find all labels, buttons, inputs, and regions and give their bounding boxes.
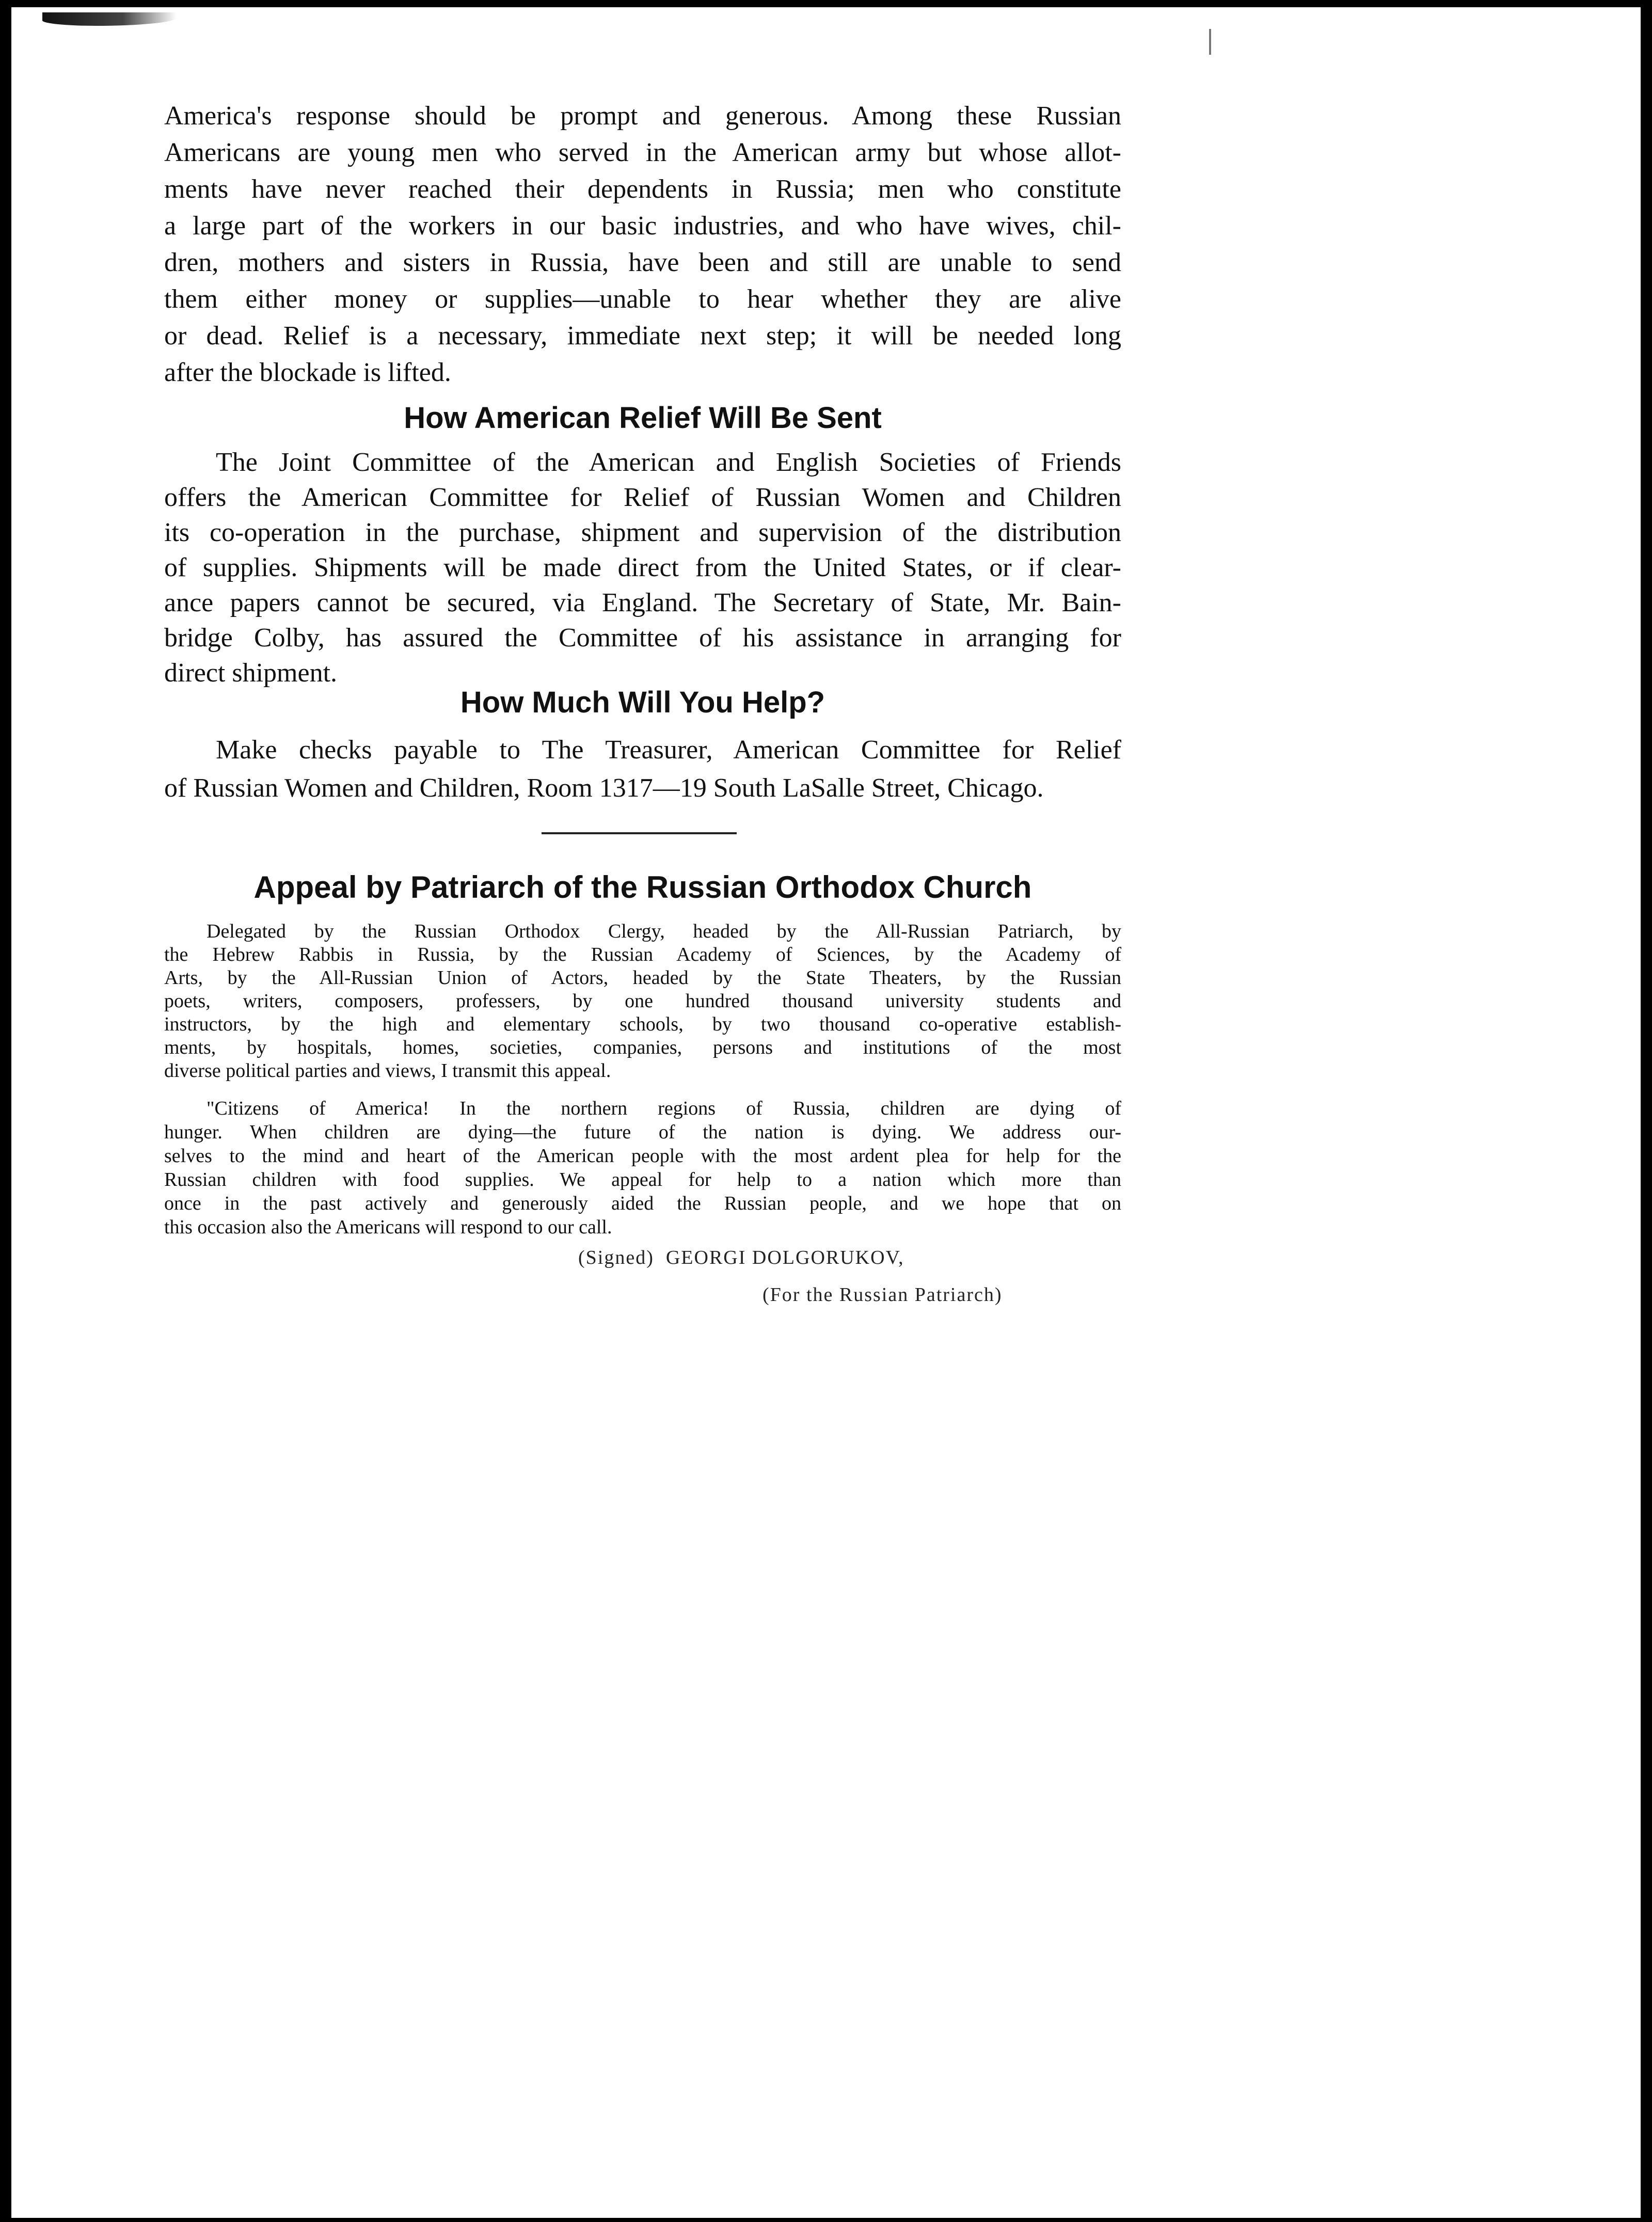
- text-line: of Russian Women and Children, Room 1317—19 South LaSalle Street, Chicago.: [164, 773, 1044, 803]
- heading-appeal: Appeal by Patriarch of the Russian Orthodox Church: [253, 870, 1032, 904]
- text-line: poets, writers, composers, professers, by one hundred thousand university students and: [164, 990, 1121, 1012]
- text-line: its co-operation in the purchase, shipment and supervision of the distribution: [164, 518, 1121, 547]
- paragraph-response: [164, 98, 1121, 391]
- text-line: hunger. When children are dying—the future of the nation is dying. We address our-: [164, 1121, 1121, 1143]
- document-page: [11, 7, 1641, 2218]
- text-line: dren, mothers and sisters in Russia, have been and still are unable to send: [164, 248, 1121, 277]
- paragraph-checks: [164, 731, 1121, 807]
- text-line: once in the past actively and generously aided the Russian people, and we hope that on: [164, 1193, 1121, 1214]
- text-line: instructors, by the high and elementary schools, by two thousand co-operative establish-: [164, 1013, 1121, 1035]
- text-line: of supplies. Shipments will be made direct from the United States, or if clear-: [164, 553, 1121, 582]
- paragraph-joint-committee: [164, 445, 1121, 691]
- text-line: direct shipment.: [164, 658, 338, 688]
- text-line: ments have never reached their dependents in Russia; men who constitute: [164, 174, 1121, 204]
- text-line: The Joint Committee of the American and English Societies of Friends: [216, 448, 1121, 477]
- text-line: Delegated by the Russian Orthodox Clergy, headed by the All-Russian Patriarch, by: [206, 920, 1121, 942]
- text-line: America's response should be prompt and generous. Among these Russian: [164, 101, 1121, 131]
- text-line: Arts, by the All-Russian Union of Actors, headed by the State Theaters, by the Russian: [164, 967, 1121, 989]
- heading-how-relief-sent: How American Relief Will Be Sent: [404, 401, 882, 435]
- text-line: them either money or supplies—unable to hear whether they are alive: [164, 284, 1121, 314]
- text-line: Make checks payable to The Treasurer, American Committee for Relief: [216, 735, 1121, 765]
- section-divider: [542, 832, 737, 834]
- text-line: Americans are young men who served in the American army but whose allot-: [164, 138, 1121, 167]
- text-line: selves to the mind and heart of the American people with the most ardent plea for help for the: [164, 1145, 1121, 1167]
- text-line: ments, by hospitals, homes, societies, companies, persons and institutions of the most: [164, 1037, 1121, 1058]
- heading-how-much-help: How Much Will You Help?: [460, 686, 825, 719]
- text-line: diverse political parties and views, I transmit this appeal.: [164, 1060, 611, 1082]
- text-line: after the blockade is lifted.: [164, 358, 451, 387]
- text-line: or dead. Relief is a necessary, immediate next step; it will be needed long: [164, 321, 1121, 351]
- paragraph-delegated: [164, 920, 1121, 1083]
- text-line: the Hebrew Rabbis in Russia, by the Russian Academy of Sciences, by the Academy of: [164, 944, 1121, 965]
- scan-mark: [1209, 29, 1211, 55]
- signature: (Signed) GEORGI DOLGORUKOV,: [578, 1247, 904, 1268]
- paragraph-citizens-quote: [164, 1097, 1121, 1239]
- text-line: bridge Colby, has assured the Committee of his assistance in arranging for: [164, 623, 1121, 653]
- text-line: offers the American Committee for Relief of Russian Women and Children: [164, 483, 1121, 512]
- signature-note: (For the Russian Patriarch): [763, 1284, 1003, 1306]
- text-line: a large part of the workers in our basic industries, and who have wives, chil-: [164, 211, 1121, 241]
- text-line: Russian children with food supplies. We appeal for help to a nation which more than: [164, 1169, 1121, 1191]
- text-line: ance papers cannot be secured, via England. The Secretary of State, Mr. Bain-: [164, 588, 1121, 617]
- text-line: "Citizens of America! In the northern regions of Russia, children are dying of: [206, 1098, 1121, 1119]
- scan-smudge: [42, 12, 177, 26]
- text-line: this occasion also the Americans will respond to our call.: [164, 1216, 612, 1238]
